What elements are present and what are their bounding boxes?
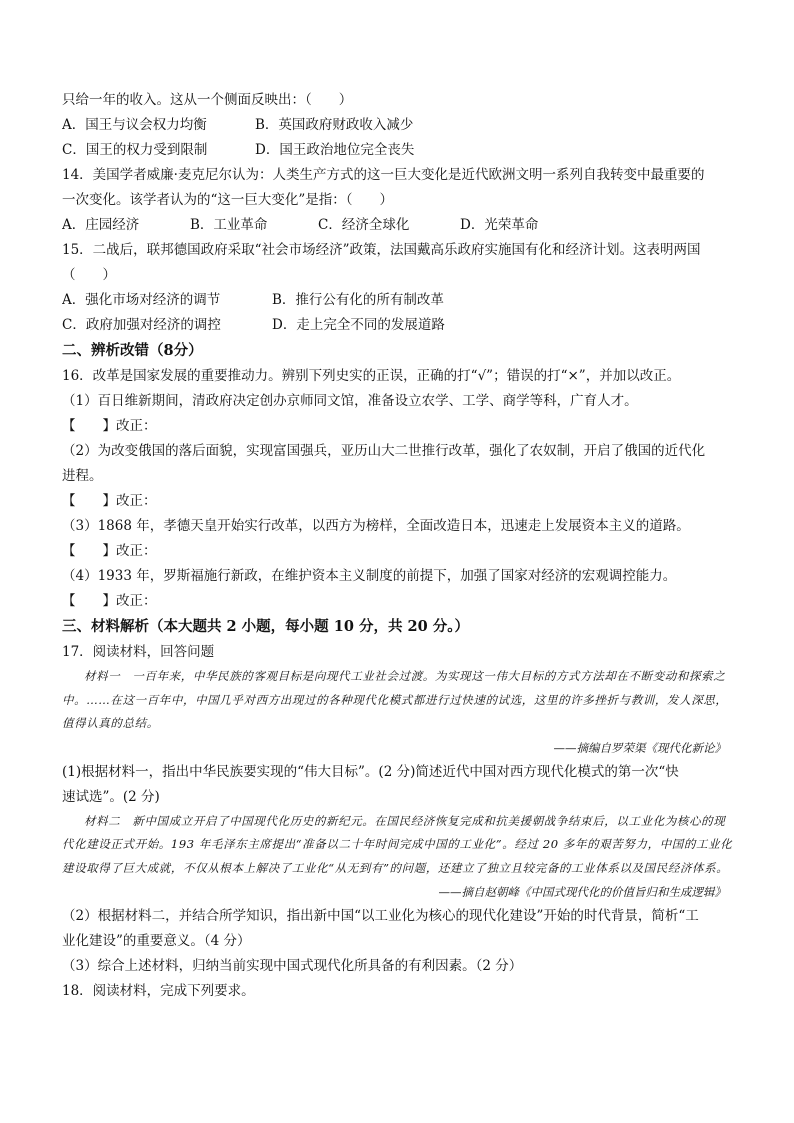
q17-1-line-1: (1)根据材料一，指出中华民族要实现的“伟大目标”。(2 分)简述近代中国对西方现代化模式的第一次“快 bbox=[62, 763, 679, 780]
material-2-source: ——摘自赵朝峰《中国式现代化的价值旨归和生成逻辑》 bbox=[438, 885, 726, 899]
q17-stem: 17．阅读材料，回答问题 bbox=[62, 644, 215, 660]
q14-option-d: D．光荣革命 bbox=[460, 217, 539, 233]
exam-page bbox=[62, 88, 734, 1004]
material-1: 材料一 一百年来，中华民族的客观目标是向现代工业社会过渡。为实现这一伟大目标的方式方法却在不断变动和探索之中。……在这一百年中，中国几乎对西方出现过的各种现代化模式都进行过快速的试选，这里的许多挫折与教训，发人深思，值得认真的总结。 bbox=[62, 669, 728, 730]
q15-option-c: C．政府加强对经济的调控 bbox=[62, 317, 221, 333]
q16-item-3-answer-field[interactable]: 【 】改正： bbox=[62, 543, 157, 559]
q16-item-4-answer-field[interactable]: 【 】改正： bbox=[62, 593, 157, 609]
q16-item-2-line-1: （2）为改变俄国的落后面貌，实现富国强兵，亚历山大二世推行改革，强化了农奴制，开启了俄国的近代化 bbox=[62, 443, 706, 459]
q15-option-d: D．走上完全不同的发展道路 bbox=[272, 317, 445, 333]
q16-item-1-answer-field[interactable]: 【 】改正： bbox=[62, 418, 157, 434]
q13-option-a: A．国王与议会权力均衡 bbox=[62, 117, 207, 133]
q13-option-b: B．英国政府财政收入减少 bbox=[255, 117, 414, 133]
q15-option-b: B．推行公有化的所有制改革 bbox=[272, 292, 444, 308]
q14-stem-line-2: 一次变化。该学者认为的“这一巨大变化”是指：（ ） bbox=[62, 192, 394, 208]
q17-2-line-1: （2）根据材料二，并结合所学知识，指出新中国“以工业化为核心的现代化建设”开始的时代背景，简析“工 bbox=[62, 908, 699, 924]
q15-options-row-2 bbox=[62, 313, 734, 338]
q14-option-b: B．工业革命 bbox=[190, 217, 268, 233]
q16-item-4: （4）1933 年，罗斯福施行新政，在维护资本主义制度的前提下，加强了国家对经济的宏观调控能力。 bbox=[62, 568, 677, 584]
q13-stem-tail: 只给一年的收入。这从一个侧面反映出：（ ） bbox=[62, 92, 353, 108]
q14-options-row bbox=[62, 213, 734, 238]
q16-item-2-answer-field[interactable]: 【 】改正： bbox=[62, 493, 157, 509]
q16-item-3: （3）1868 年，孝德天皇开始实行改革，以西方为榜样，全面改造日本，迅速走上发展资本主义的道路。 bbox=[62, 518, 690, 534]
q17-1-line-2: 速试选”。(2 分) bbox=[62, 788, 160, 805]
q13-option-c: C．国王的权力受到限制 bbox=[62, 142, 208, 158]
q15-options-row-1 bbox=[62, 288, 734, 313]
q15-stem-line-1: 15．二战后，联邦德国政府采取“社会市场经济”政策，法国戴高乐政府实施国有化和经济计划。这表明两国 bbox=[62, 242, 701, 258]
q13-option-d: D．国王政治地位完全丧失 bbox=[255, 142, 415, 158]
q16-item-1: （1）百日维新期间，清政府决定创办京师同文馆，准备设立农学、工学、商学等科，广育人才。 bbox=[62, 393, 638, 409]
q18-stem: 18．阅读材料，完成下列要求。 bbox=[62, 983, 255, 999]
section-3-title: 三、材料解析（本大题共 2 小题，每小题 10 分，共 20 分。） bbox=[62, 618, 469, 635]
q15-stem-line-2: （ ） bbox=[62, 267, 116, 283]
q15-option-a: A．强化市场对经济的调节 bbox=[62, 292, 221, 308]
q14-option-c: C．经济全球化 bbox=[318, 217, 410, 233]
q17-3: （3）综合上述材料，归纳当前实现中国式现代化所具备的有利因素。（2 分） bbox=[62, 958, 523, 974]
q17-2-line-2: 业化建设”的重要意义。（4 分） bbox=[62, 933, 251, 949]
section-2-title: 二、辨析改错（8分） bbox=[62, 342, 203, 359]
q14-stem-line-1: 14．美国学者威廉·麦克尼尔认为：人类生产方式的这一巨大变化是近代欧洲文明一系列自我转变中最重要的 bbox=[62, 167, 705, 183]
q13-options-row-2 bbox=[62, 138, 734, 163]
material-1-source: ——摘编自罗荣渠《现代化新论》 bbox=[553, 740, 726, 755]
material-2: 材料二 新中国成立开启了中国现代化历史的新纪元。在国民经济恢复完成和抗美援朝战争结束后，以工业化为核心的现代化建设正式开始。193 年毛泽东主席提出“准备以二十年时间完成中国的工业化”。经过 20 多年的艰苦努力，中国的工业化建设取得了巨大成就，不仅从根本上解决了工业化“从无到有”的问题，还建立了独立且较完备的工业体系以及国民经济体系。 bbox=[62, 813, 733, 875]
q16-item-2-line-2: 进程。 bbox=[62, 468, 103, 484]
q16-stem: 16．改革是国家发展的重要推动力。辨别下列史实的正误，正确的打“√”；错误的打“×”，并加以改正。 bbox=[62, 368, 681, 384]
q13-options-row-1 bbox=[62, 113, 734, 138]
q14-option-a: A．庄园经济 bbox=[62, 217, 140, 233]
